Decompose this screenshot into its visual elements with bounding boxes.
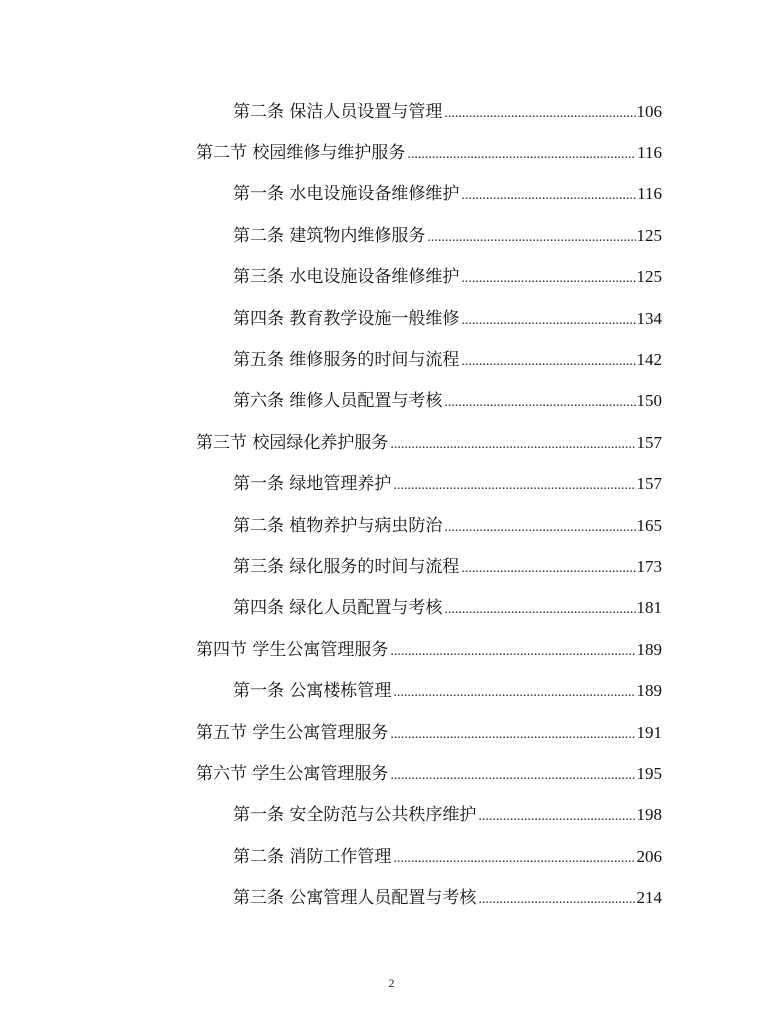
toc-article-entry[interactable] bbox=[233, 339, 662, 380]
toc-entry-page-number: 125 bbox=[636, 267, 662, 287]
toc-entry-page-number: 189 bbox=[636, 681, 662, 701]
toc-dot-leader bbox=[393, 849, 635, 869]
toc-entry-title: 第二条 消防工作管理 bbox=[233, 846, 392, 867]
toc-entry-title: 第一条 水电设施设备维修维护 bbox=[233, 184, 460, 205]
toc-entry-page-number: 214 bbox=[636, 888, 662, 908]
toc-entry-page-number: 181 bbox=[636, 598, 662, 618]
toc-entry-page-number: 198 bbox=[636, 805, 662, 825]
toc-entry-title: 第六条 维修人员配置与考核 bbox=[233, 391, 443, 412]
toc-entry-page-number: 165 bbox=[636, 515, 662, 535]
toc-entry-page-number: 106 bbox=[636, 101, 662, 121]
toc-entry-page-number: 157 bbox=[636, 474, 662, 494]
toc-article-entry[interactable] bbox=[233, 670, 662, 711]
toc-article-entry[interactable] bbox=[233, 877, 662, 918]
toc-article-entry[interactable] bbox=[233, 795, 662, 836]
toc-entry-title: 第三条 公寓管理人员配置与考核 bbox=[233, 888, 477, 909]
toc-article-entry[interactable] bbox=[233, 836, 662, 877]
toc-dot-leader bbox=[390, 435, 635, 455]
toc-section-entry[interactable] bbox=[196, 629, 662, 670]
toc-entry-title: 第五条 维修服务的时间与流程 bbox=[233, 350, 460, 371]
toc-entry-title: 第六节 学生公寓管理服务 bbox=[196, 763, 389, 784]
toc-entry-title: 第二条 植物养护与病虫防治 bbox=[233, 515, 443, 536]
toc-dot-leader bbox=[390, 642, 635, 662]
toc-article-entry[interactable] bbox=[233, 215, 662, 256]
toc-entry-page-number: 125 bbox=[636, 225, 662, 245]
toc-entry-title: 第二条 建筑物内维修服务 bbox=[233, 225, 426, 246]
toc-dot-leader bbox=[444, 518, 635, 538]
table-of-contents bbox=[0, 91, 783, 919]
toc-entry-title: 第三节 校园绿化养护服务 bbox=[196, 432, 389, 453]
toc-entry-title: 第二节 校园维修与维护服务 bbox=[196, 143, 406, 164]
toc-entry-page-number: 189 bbox=[636, 639, 662, 659]
toc-entry-title: 第三条 水电设施设备维修维护 bbox=[233, 267, 460, 288]
toc-entry-title: 第二条 保洁人员设置与管理 bbox=[233, 101, 443, 122]
toc-entry-page-number: 157 bbox=[636, 432, 662, 452]
toc-entry-page-number: 134 bbox=[636, 308, 662, 328]
toc-entry-page-number: 150 bbox=[636, 391, 662, 411]
toc-dot-leader bbox=[393, 683, 635, 703]
page-number: 2 bbox=[388, 976, 395, 990]
toc-dot-leader bbox=[444, 600, 635, 620]
toc-article-entry[interactable] bbox=[233, 505, 662, 546]
toc-dot-leader bbox=[461, 186, 636, 206]
toc-dot-leader bbox=[407, 145, 636, 165]
toc-dot-leader bbox=[461, 311, 635, 331]
toc-entry-title: 第四节 学生公寓管理服务 bbox=[196, 639, 389, 660]
toc-entry-title: 第一条 绿地管理养护 bbox=[233, 474, 392, 495]
toc-dot-leader bbox=[461, 269, 635, 289]
toc-entry-page-number: 173 bbox=[636, 556, 662, 576]
toc-article-entry[interactable] bbox=[233, 91, 662, 132]
toc-entry-title: 第四条 教育教学设施一般维修 bbox=[233, 308, 460, 329]
toc-article-entry[interactable] bbox=[233, 464, 662, 505]
toc-dot-leader bbox=[461, 559, 635, 579]
toc-dot-leader bbox=[444, 393, 635, 413]
toc-article-entry[interactable] bbox=[233, 174, 662, 215]
toc-entry-page-number: 116 bbox=[637, 143, 662, 163]
toc-entry-title: 第一条 安全防范与公共秩序维护 bbox=[233, 805, 477, 826]
toc-entry-title: 第四条 绿化人员配置与考核 bbox=[233, 598, 443, 619]
toc-section-entry[interactable] bbox=[196, 712, 662, 753]
toc-article-entry[interactable] bbox=[233, 257, 662, 298]
toc-dot-leader bbox=[390, 766, 635, 786]
toc-dot-leader bbox=[478, 807, 635, 827]
toc-entry-page-number: 142 bbox=[636, 350, 662, 370]
toc-dot-leader bbox=[393, 476, 635, 496]
toc-entry-page-number: 116 bbox=[637, 184, 662, 204]
toc-section-entry[interactable] bbox=[196, 132, 662, 173]
toc-entry-page-number: 195 bbox=[636, 763, 662, 783]
toc-dot-leader bbox=[390, 725, 635, 745]
toc-section-entry[interactable] bbox=[196, 753, 662, 794]
toc-dot-leader bbox=[461, 352, 635, 372]
toc-dot-leader bbox=[478, 890, 635, 910]
toc-entry-title: 第一条 公寓楼栋管理 bbox=[233, 681, 392, 702]
toc-section-entry[interactable] bbox=[196, 422, 662, 463]
toc-article-entry[interactable] bbox=[233, 381, 662, 422]
toc-entry-page-number: 191 bbox=[636, 722, 662, 742]
toc-dot-leader bbox=[444, 104, 635, 124]
toc-entry-page-number: 206 bbox=[636, 846, 662, 866]
toc-entry-title: 第三条 绿化服务的时间与流程 bbox=[233, 556, 460, 577]
toc-article-entry[interactable] bbox=[233, 546, 662, 587]
toc-dot-leader bbox=[427, 228, 635, 248]
toc-article-entry[interactable] bbox=[233, 588, 662, 629]
toc-article-entry[interactable] bbox=[233, 298, 662, 339]
toc-entry-title: 第五节 学生公寓管理服务 bbox=[196, 722, 389, 743]
